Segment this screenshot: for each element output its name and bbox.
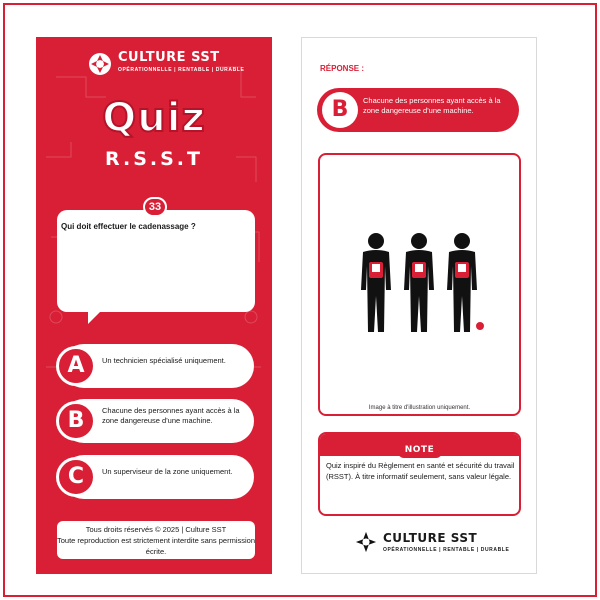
brand-tagline-footer: OPÉRATIONNELLE | RENTABLE | DURABLE	[383, 547, 510, 553]
note-label: NOTE	[404, 445, 435, 455]
question-text: Qui doit effectuer le cadenassage ?	[61, 222, 196, 231]
three-workers-with-locks-icon	[356, 232, 486, 334]
copyright-line-2: Toute reproduction est strictement interdite sans permission écrite.	[57, 536, 256, 556]
brand-name-footer: CULTURE SST	[383, 531, 478, 545]
copyright-line-1: Tous droits réservés © 2025 | Culture SST	[85, 525, 227, 534]
brand-mark-icon	[88, 52, 112, 76]
answer-letter-badge: C	[56, 457, 96, 497]
quiz-subtitle: R.S.S.T	[105, 148, 203, 170]
brand-name: CULTURE SST	[118, 50, 220, 65]
answer-option-a[interactable]	[62, 344, 254, 388]
question-bubble-tail	[88, 308, 104, 324]
quiz-title: Quiz	[102, 95, 206, 141]
answer-text: Chacune des personnes ayant accès à la zone dangereuse d'une machine.	[102, 406, 240, 425]
brand-tagline: OPÉRATIONNELLE | RENTABLE | DURABLE	[118, 67, 245, 73]
question-number-badge: 33	[143, 197, 167, 217]
answer-letter-badge: B	[56, 401, 96, 441]
correct-answer-text: Chacune des personnes ayant accès à la zone dangereuse d'une machine.	[363, 96, 501, 115]
brand-logo	[36, 48, 272, 78]
answer-letter-badge: A	[56, 346, 96, 386]
correct-answer-letter: B	[322, 92, 358, 128]
answer-option-b[interactable]	[62, 399, 254, 443]
answer-option-c[interactable]	[62, 455, 254, 499]
note-text: Quiz inspiré du Règlement en santé et sécurité du travail (RSST). À titre informatif seulement, sans valeur légale.	[326, 461, 515, 481]
brand-mark-icon	[355, 531, 377, 553]
illustration-caption: Image à titre d'illustration uniquement.	[368, 405, 471, 411]
answer-text: Un superviseur de la zone uniquement.	[102, 467, 233, 476]
answer-label: RÉPONSE :	[320, 64, 365, 73]
answer-text: Un technicien spécialisé uniquement.	[102, 356, 226, 365]
copyright-text	[57, 524, 255, 557]
